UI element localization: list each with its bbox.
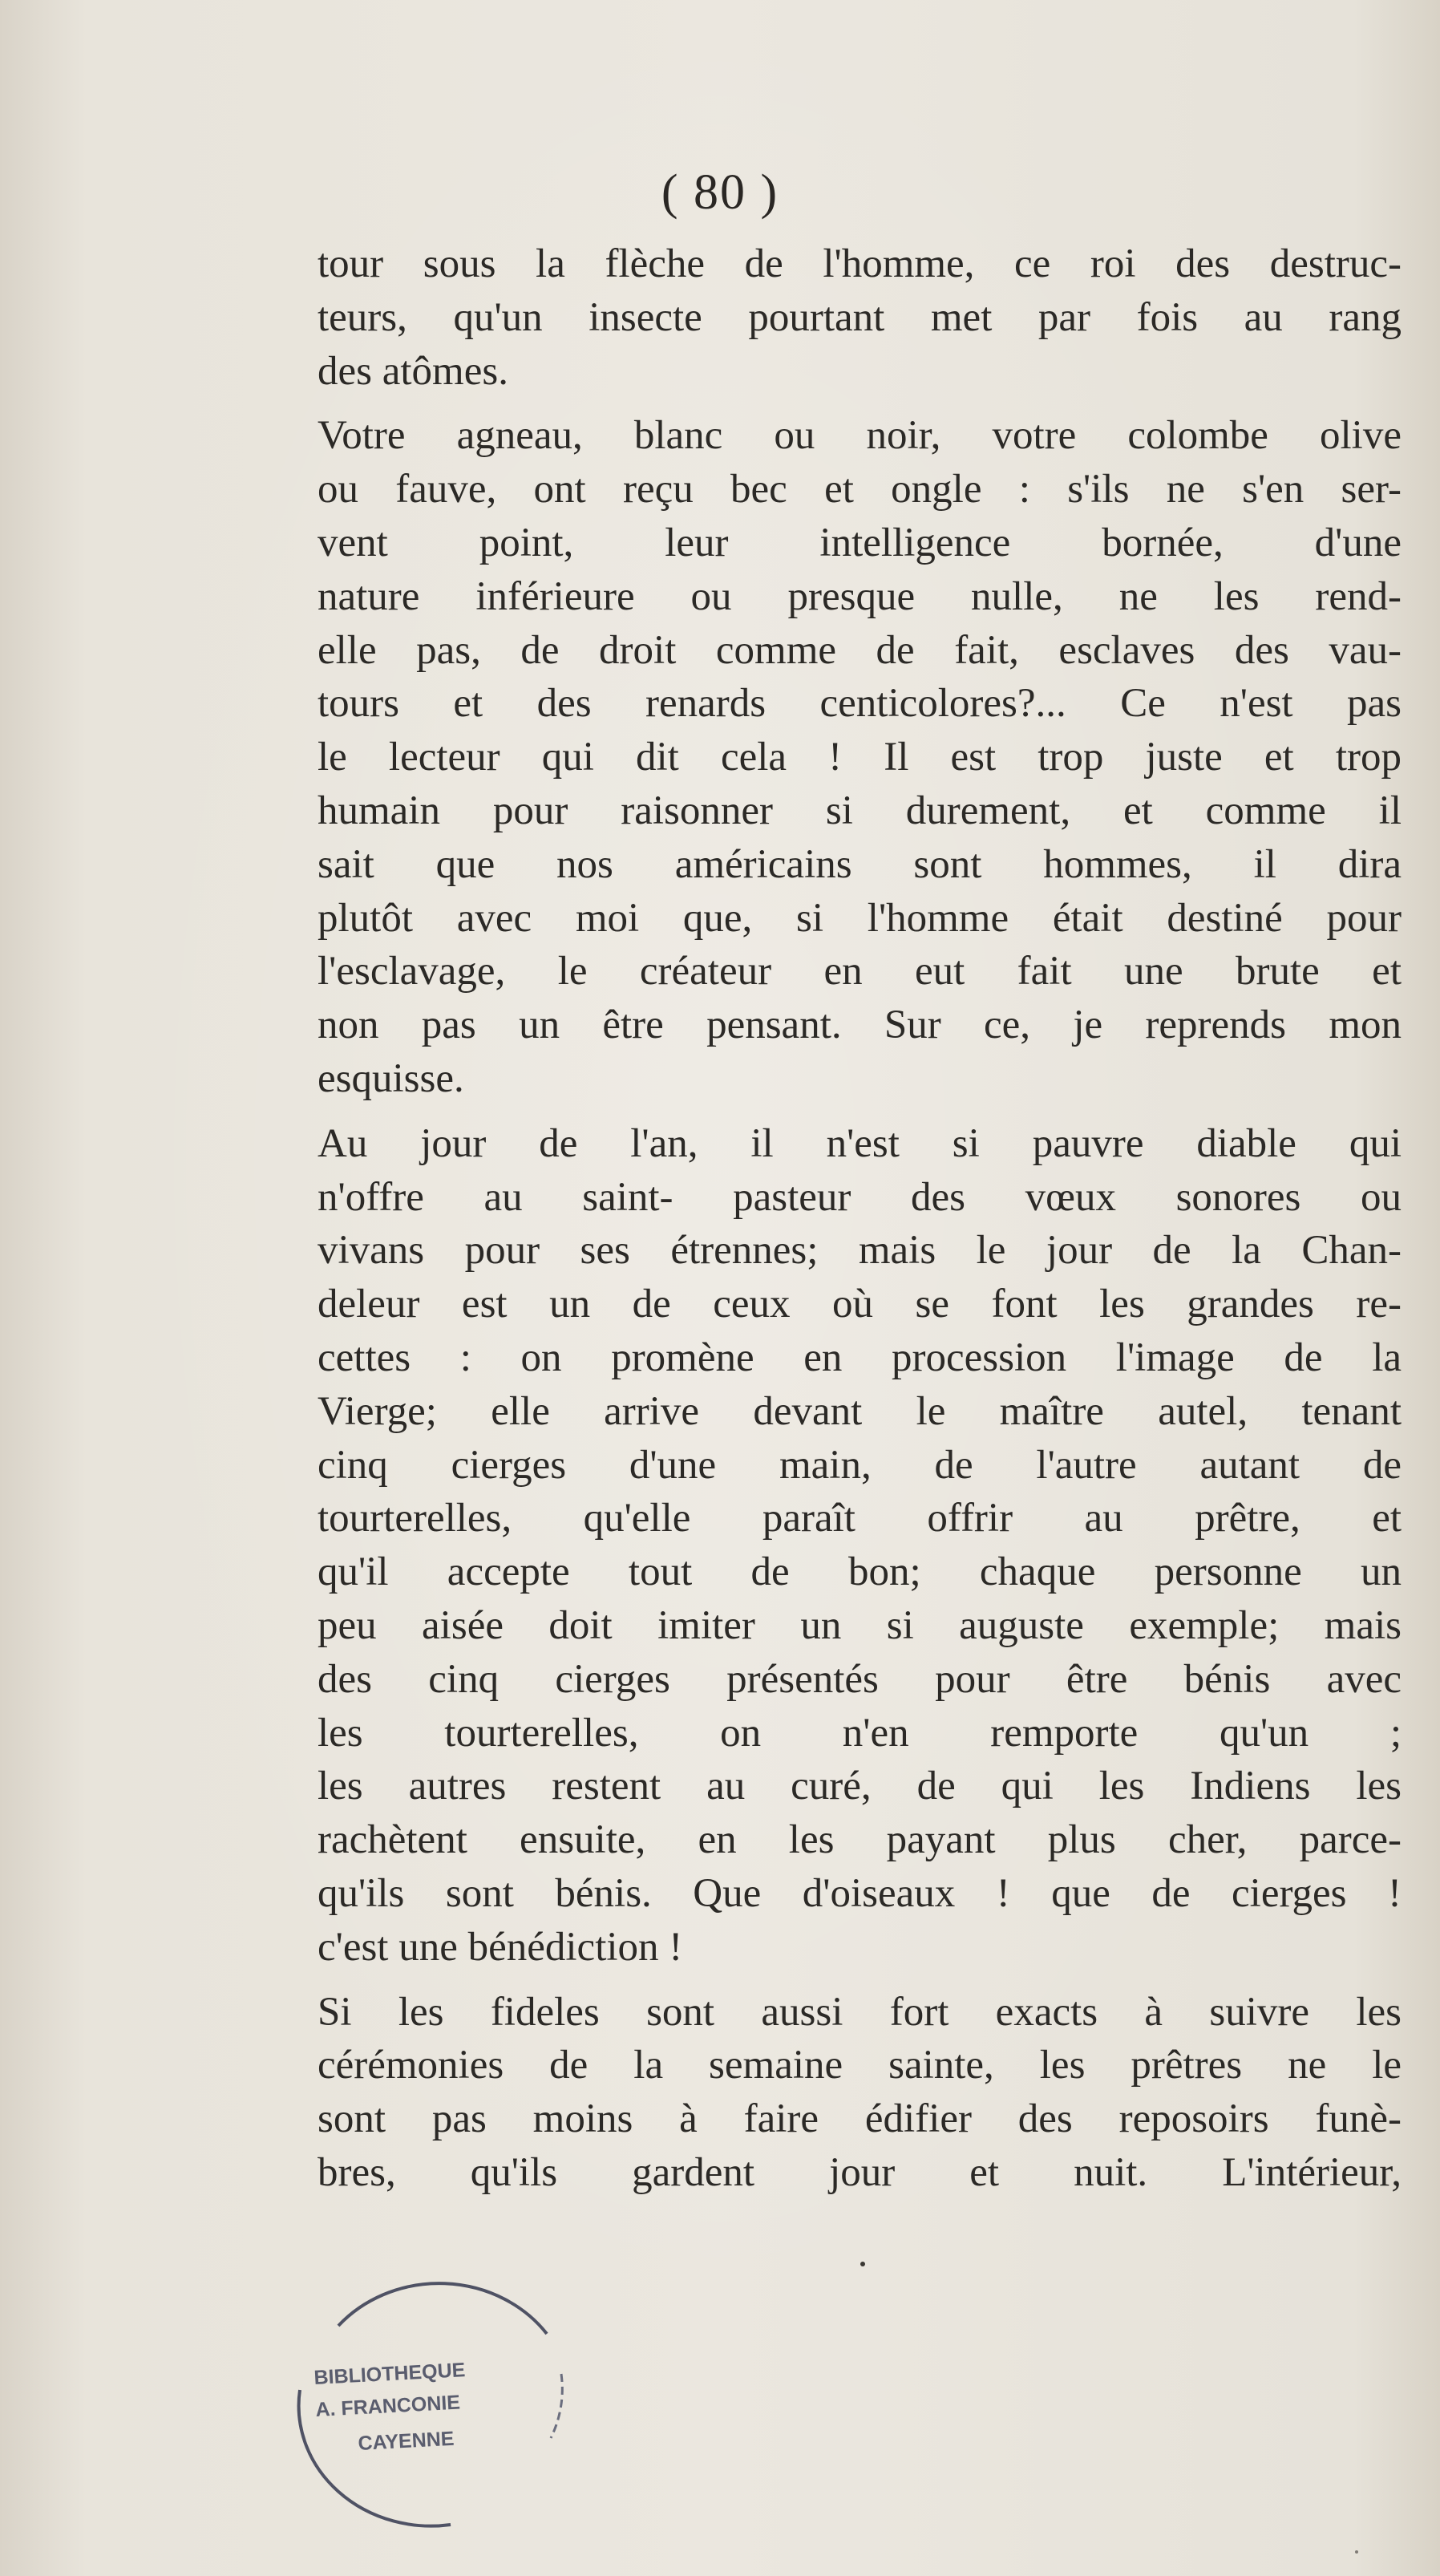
text-line: esquisse. [318,1055,464,1101]
text-line: plutôt avec moi que, si l'homme était destiné pour [318,895,1402,941]
text-line: Vierge; elle arrive devant le maître autel, tenant [318,1388,1402,1434]
text-line: bres, qu'ils gardent jour et nuit. L'intérieur, [318,2149,1402,2195]
text-line: Votre agneau, blanc ou noir, votre colombe olive [318,413,1402,459]
stamp-line-2: A. FRANCONIE [314,2391,461,2421]
text-line: cérémonies de la semaine sainte, les prêtres ne le [318,2043,1402,2088]
text-line: teurs, qu'un insecte pourtant met par fois au rang [318,294,1402,340]
stamp-arc-top [338,2283,547,2334]
text-line: qu'il accepte tout de bon; chaque personne un [318,1549,1402,1595]
stamp-arc-right [551,2374,562,2438]
text-line: cettes : on promène en procession l'image de la [318,1335,1402,1380]
text-line: humain pour raisonner si durement, et comme il [318,788,1402,833]
text-line: rachètent ensuite, en les payant plus cher, parce- [318,1817,1402,1863]
text-line: vivans pour ses étrennes; mais le jour de la Chan- [318,1228,1402,1274]
text-line: les autres restent au curé, de qui les Indiens les [318,1764,1402,1809]
library-stamp-icon [282,2270,595,2534]
text-line: des atômes. [318,348,508,394]
page-number: ( 80 ) [661,165,779,220]
paragraph-gap [318,398,1402,409]
text-line: tourterelles, qu'elle paraît offrir au prêtre, et [318,1496,1402,1541]
text-line: cinq cierges d'une main, de l'autre autant de [318,1442,1402,1488]
text-line: peu aisée doit imiter un si auguste exemple; mais [318,1602,1402,1648]
text-line: tour sous la flèche de l'homme, ce roi des destruc- [318,241,1402,286]
paragraph-gap [318,1106,1402,1117]
text-line: qu'ils sont bénis. Que d'oiseaux ! que de cierges ! [318,1870,1402,1916]
text-line: Au jour de l'an, il n'est si pauvre diable qui [318,1120,1402,1166]
text-line: le lecteur qui dit cela ! Il est trop juste et trop [318,735,1402,780]
text-line: sont pas moins à faire édifier des reposoirs funè- [318,2096,1402,2142]
text-line: l'esclavage, le créateur en eut fait une brute et [318,949,1402,994]
stamp-line-1: BIBLIOTHEQUE [313,2359,466,2389]
text-line: nature inférieure ou presque nulle, ne les rend- [318,573,1402,619]
text-line: deleur est un de ceux où se font les grandes re- [318,1282,1402,1327]
text-line: tours et des renards centicolores?... Ce n'est pas [318,681,1402,727]
text-line: non pas un être pensant. Sur ce, je reprends mon [318,1002,1402,1048]
text-line: des cinq cierges présentés pour être bénis avec [318,1656,1402,1702]
text-line: c'est une bénédiction ! [318,1924,683,1970]
paragraph-gap [318,1975,1402,1986]
stamp-line-3: CAYENNE [357,2427,455,2455]
body-text [318,237,1402,2200]
text-line: sait que nos américains sont hommes, il dira [318,841,1402,887]
text-line: vent point, leur intelligence bornée, d'une [318,520,1402,565]
library-stamp [282,2270,595,2534]
ink-speck [1355,2550,1358,2554]
text-line: elle pas, de droit comme de fait, esclaves des vau- [318,627,1402,673]
text-line: les tourterelles, on n'en remporte qu'un ; [318,1710,1402,1756]
text-line: Si les fideles sont aussi fort exacts à suivre les [318,1989,1402,2035]
text-line: n'offre au saint- pasteur des vœux sonores ou [318,1174,1402,1220]
text-line: ou fauve, ont reçu bec et ongle : s'ils ne s'en ser- [318,467,1402,512]
ink-speck [860,2262,865,2266]
